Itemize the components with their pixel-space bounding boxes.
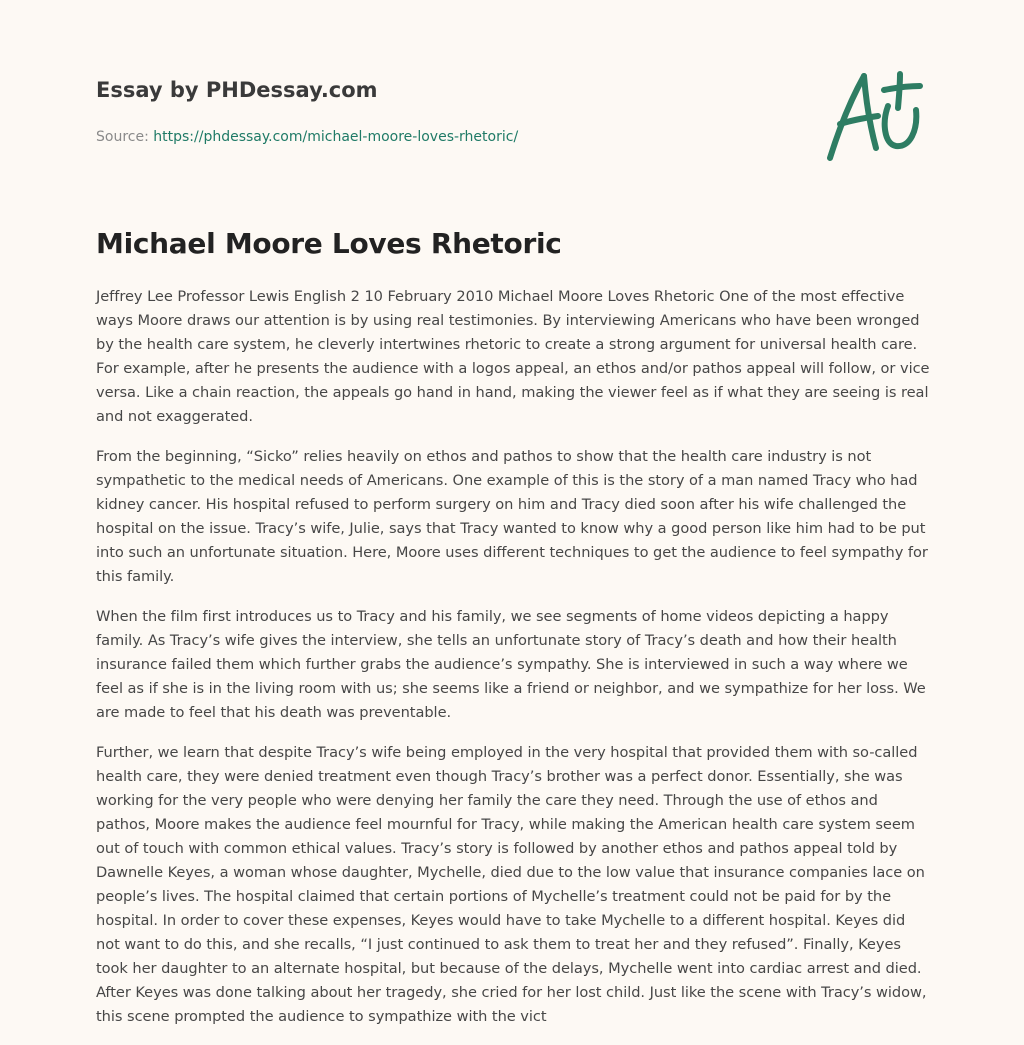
site-brand: Essay by PHDessay.com xyxy=(96,78,378,102)
source-link[interactable]: https://phdessay.com/michael-moore-loves-rhetoric/ xyxy=(153,129,519,145)
essay-body xyxy=(96,285,932,1045)
source-line xyxy=(96,127,796,147)
essay-paragraph: From the beginning, “Sicko” relies heavily on ethos and pathos to show that the health care industry is not sympathetic to the medical needs of Americans. One example of this is the story of a man named Tracy who had kidney cancer. His hospital refused to perform surgery on him and Tracy died soon after his wife challenged the hospital on the issue. Tracy’s wife, Julie, says that Tracy wanted to know why a good person like him had to be put into such an unfortunate situation. Here, Moore uses different techniques to get the audience to feel sympathy for this family. xyxy=(96,448,928,585)
essay-header xyxy=(96,75,796,147)
essay-paragraph: Further, we learn that despite Tracy’s wife being employed in the very hospital that provided them with so-called health care, they were denied treatment even though Tracy’s brother was a perfect donor. Essentially, she was working for the very people who were denying her family the care they need. Through the use of ethos and pathos, Moore makes the audience feel mournful for Tracy, while making the American health care system seem out of touch with common ethical values. Tracy’s story is followed by another ethos and pathos appeal told by Dawnelle Keyes, a woman whose daughter, Mychelle, died due to the low value that insurance companies lace on people’s lives. The hospital claimed that certain portions of Mychelle’s treatment could not be paid for by the hospital. In order to cover these expenses, Keyes would have to take Mychelle to a different hospital. Keyes did not want to do this, and she recalls, “I just continued to ask them to treat her and they refused”. Finally, Keyes took her daughter to an alternate hospital, but because of the delays, Mychelle went into cardiac arrest and died. After Keyes was done talking about her tragedy, she cried for her lost child. Just like the scene with Tracy’s widow, this scene prompted the audience to sympathize with the vict xyxy=(96,744,927,1025)
essay-paragraph: Jeffrey Lee Professor Lewis English 2 10 February 2010 Michael Moore Loves Rhetoric One of the most effective ways Moore draws our attention is by using real testimonies. By interviewing Americans who have been wronged by the health care system, he cleverly intertwines rhetoric to create a strong argument for universal health care. For example, after he presents the audience with a logos appeal, an ethos and/or pathos appeal will follow, or vice versa. Like a chain reaction, the appeals go hand in hand, making the viewer feel as if what they are seeing is real and not exaggerated. xyxy=(96,288,930,425)
source-label: Source: xyxy=(96,129,154,145)
essay-paragraph: When the film first introduces us to Tracy and his family, we see segments of home videos depicting a happy family. As Tracy’s wife gives the interview, she tells an unfortunate story of Tracy’s death and how their health insurance failed them which further grabs the audience’s sympathy. She is interviewed in such a way where we feel as if she is in the living room with us; she seems like a friend or neighbor, and we sympathize for her loss. We are made to feel that his death was preventable. xyxy=(96,608,926,721)
a-plus-logo xyxy=(820,66,930,166)
essay-title: Michael Moore Loves Rhetoric xyxy=(96,227,562,260)
